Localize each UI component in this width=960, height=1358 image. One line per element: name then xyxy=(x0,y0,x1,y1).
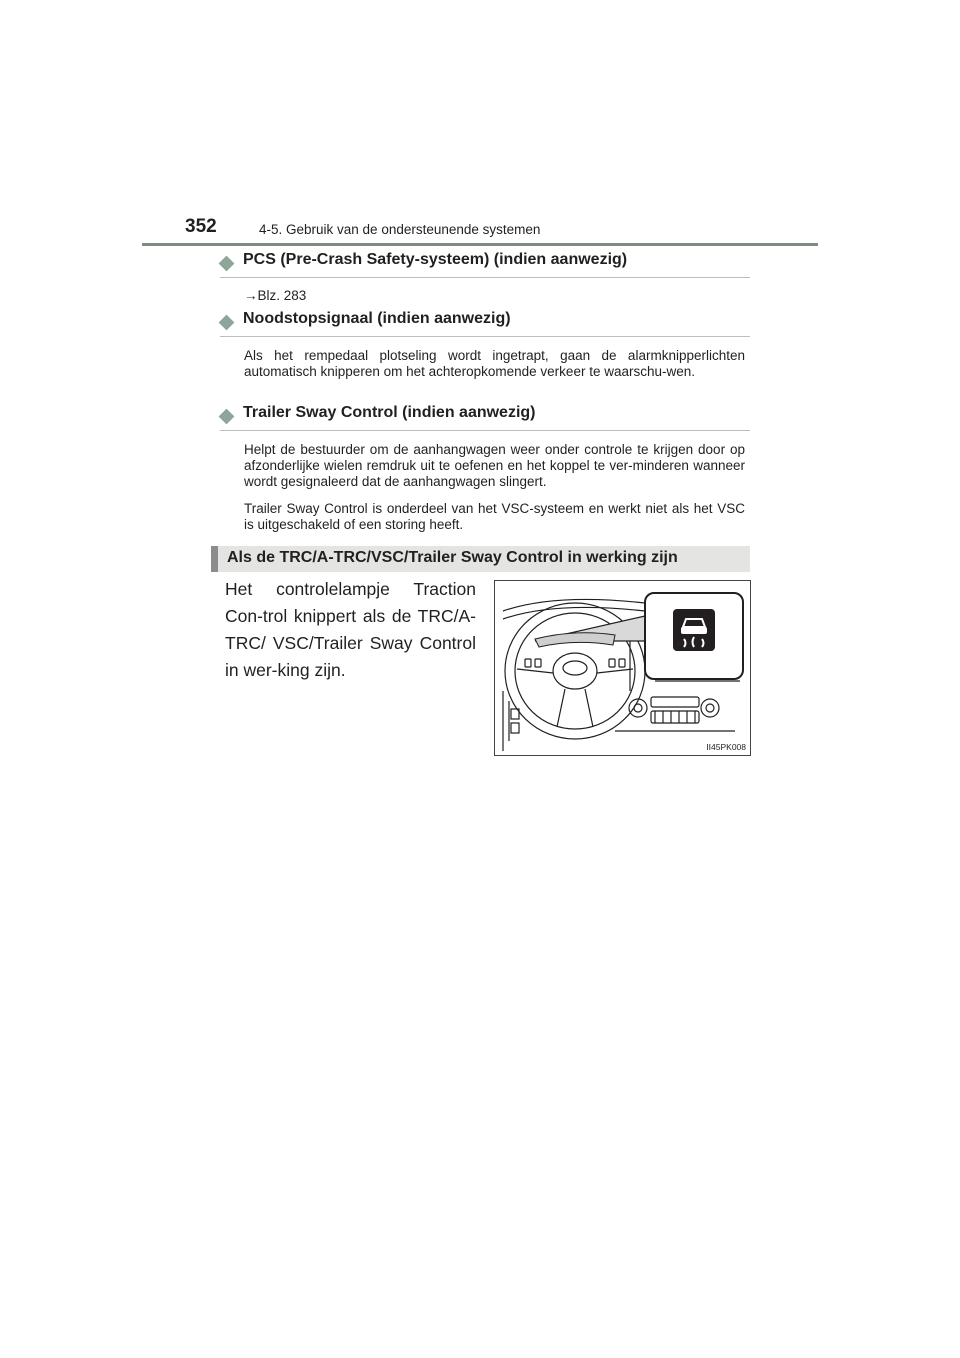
page-reference: →Blz. 283 xyxy=(244,288,307,303)
section-title: Trailer Sway Control (indien aanwezig) xyxy=(243,404,536,421)
paragraph: Helpt de bestuurder om de aanhangwagen weer onder controle te krijgen door op afzonderlijke wielen remdruk uit te oefenen en het koppel te ver-minderen wanneer wordt gesignaleerd dat de aanhangwagen slingert. xyxy=(244,442,745,489)
chapter-header: 4-5. Gebruik van de ondersteunende systemen xyxy=(259,222,541,237)
diamond-bullet-icon xyxy=(219,409,235,425)
section-heading-emergency-stop xyxy=(220,310,750,337)
page-number: 352 xyxy=(185,216,217,237)
box-heading-bar xyxy=(211,546,218,572)
skid-indicator-icon xyxy=(673,609,715,651)
box-title: Als de TRC/A-TRC/VSC/Trailer Sway Control in werking zijn xyxy=(227,549,678,566)
box-heading xyxy=(211,546,750,572)
section-heading-trailer-sway xyxy=(220,404,750,431)
dashboard-drawing xyxy=(495,581,750,755)
diamond-bullet-icon xyxy=(219,256,235,272)
header-rule xyxy=(142,243,818,246)
diamond-bullet-icon xyxy=(219,315,235,331)
paragraph: Als het rempedaal plotseling wordt ingetrapt, gaan de alarmknipperlichten automatisch knipperen om het achteropkomende verkeer te waarschu-wen. xyxy=(244,348,745,379)
dashboard-illustration xyxy=(494,580,751,756)
paragraph: Trailer Sway Control is onderdeel van het VSC-systeem en werkt niet als het VSC is uitgeschakeld of een storing heeft. xyxy=(244,501,745,532)
section-title: Noodstopsignaal (indien aanwezig) xyxy=(243,310,511,327)
box-paragraph: Het controlelampje Traction Con-trol knippert als de TRC/A-TRC/ VSC/Trailer Sway Control in wer-king zijn. xyxy=(225,579,476,680)
figure-code: II45PK008 xyxy=(706,742,746,752)
section-title: PCS (Pre-Crash Safety-systeem) (indien aanwezig) xyxy=(243,251,628,268)
section-heading-pcs xyxy=(220,251,750,278)
